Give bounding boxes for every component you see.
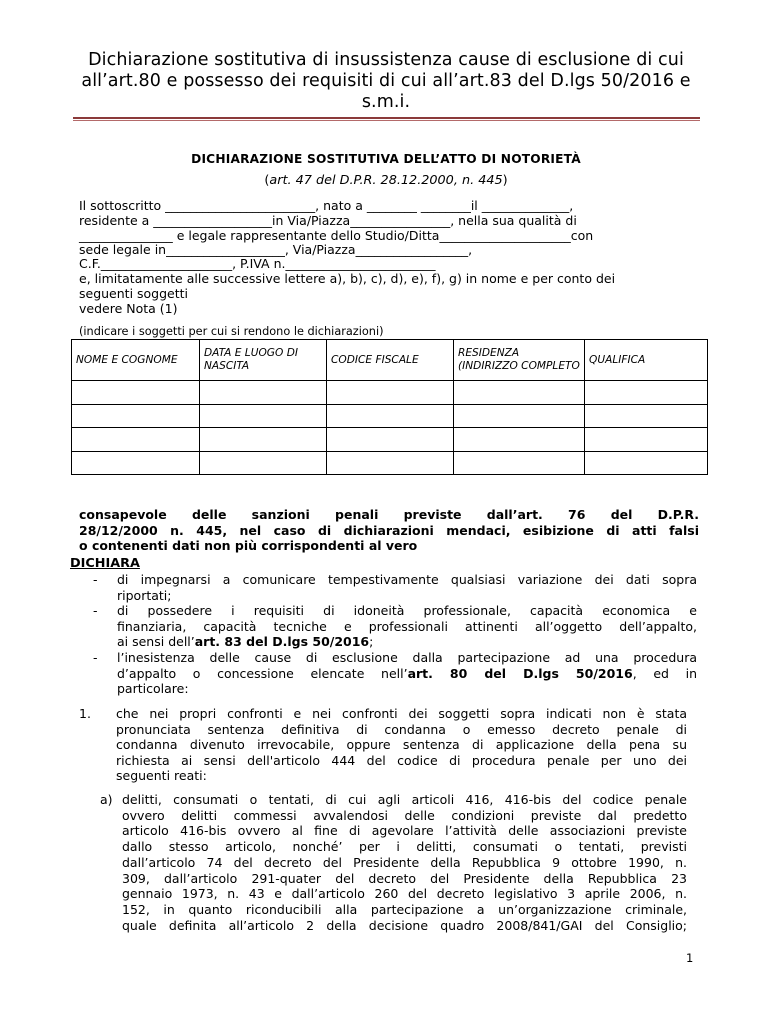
table-cell[interactable]: [200, 428, 327, 452]
dichiara-heading: DICHIARA: [70, 556, 140, 571]
list-item-line: riportati;: [117, 587, 172, 603]
header-title-line-1: Dichiarazione sostitutiva di insussistenza cause di esclusione di cui: [88, 50, 684, 70]
paragraph-line: articolo 416-bis ovvero al fine di agevolare l’attività delle associazioni previste: [122, 823, 687, 839]
form-line-cf-piva: C.F._____________________, P.IVA n.________________________: [79, 256, 436, 271]
list-marker: a): [100, 792, 113, 807]
table-cell[interactable]: [454, 381, 585, 405]
legal-reference-close: ): [502, 173, 508, 188]
consapevole-line: consapevole delle sanzioni penali previste dall’art. 76 del D.P.R.: [79, 507, 699, 522]
table-cell[interactable]: [200, 381, 327, 405]
legal-reference-text: art. 47 del D.P.R. 28.12.2000, n. 445: [269, 173, 503, 188]
list-item: [93, 603, 697, 650]
table-row: [72, 381, 708, 405]
declaration-list: [93, 572, 697, 697]
paragraph-line: dall’articolo 74 del decreto del Presidente della Repubblica 9 ottobre 1990, n.: [122, 854, 687, 870]
header-divider: [73, 117, 700, 119]
paragraph-line: quale definita all’articolo 2 della decisione quadro 2008/841/GAI del Consiglio;: [122, 917, 687, 933]
form-line-soggetti: seguenti soggetti: [79, 286, 189, 301]
table-cell[interactable]: [327, 428, 454, 452]
lettered-item-a: [100, 792, 687, 933]
table-cell[interactable]: [72, 381, 200, 405]
column-header-qualifica: QUALIFICA: [585, 340, 708, 381]
list-item: [93, 572, 697, 603]
paragraph-line: 152, in quanto riconducibili alla partecipazione a un’organizzazione criminale,: [122, 901, 687, 917]
paragraph-line: gennaio 1973, n. 43 e dall’articolo 260 del decreto legislativo 3 aprile 2006, n.: [122, 886, 687, 902]
paragraph-line: condanna divenuto irrevocabile, oppure sentenza di applicazione della pena su: [116, 737, 687, 753]
form-line-sede-legale: sede legale in___________________, Via/Piazza__________________,: [79, 242, 473, 257]
legal-reference-art83: art. 83 del D.lgs 50/2016: [194, 634, 370, 650]
dash-bullet: -: [93, 572, 98, 587]
list-item: [93, 650, 697, 697]
numbered-item-body: [116, 706, 687, 784]
table-cell[interactable]: [72, 428, 200, 452]
paragraph-line: 309, dall’articolo 291-quater del decreto del Presidente della Repubblica 23: [122, 870, 687, 886]
table-cell[interactable]: [327, 404, 454, 428]
table-cell[interactable]: [585, 381, 708, 405]
column-header-codice-fiscale: CODICE FISCALE: [327, 340, 454, 381]
header-divider-thin: [73, 120, 700, 121]
numbered-item-1: [79, 706, 687, 784]
list-item-text: ai sensi dell’: [117, 634, 195, 650]
table-cell[interactable]: [200, 404, 327, 428]
dash-bullet: -: [93, 603, 98, 619]
table-cell[interactable]: [72, 404, 200, 428]
list-item-line: [117, 634, 697, 650]
table-cell[interactable]: [585, 404, 708, 428]
list-item-line: l’inesistenza delle cause di esclusione dalla partecipazione ad una procedura: [117, 649, 697, 665]
header-title-line-2: all’art.80 e possesso dei requisiti di cui all’art.83 del D.lgs 50/2016 e: [81, 71, 691, 91]
table-cell[interactable]: [327, 381, 454, 405]
consapevole-line: o contenenti dati non più corrispondenti al vero: [79, 538, 418, 553]
list-item-text: , ed in: [632, 665, 697, 681]
document-title: DICHIARAZIONE SOSTITUTIVA DELL’ATTO DI NOTORIETÀ: [191, 152, 581, 166]
table-cell[interactable]: [454, 451, 585, 475]
form-line-limitatamente: e, limitatamente alle successive lettere a), b), c), d), e), f), g) in nome e per conto dei: [79, 271, 616, 286]
table-cell[interactable]: [72, 451, 200, 475]
table-row: [72, 451, 708, 475]
list-item-text: ;: [369, 634, 374, 650]
dash-bullet: -: [93, 649, 98, 665]
header-title-line-3: s.m.i.: [361, 92, 411, 112]
form-line-legale-rappresentante: _______________ e legale rappresentante dello Studio/Ditta_____________________con: [79, 228, 594, 243]
table-cell[interactable]: [327, 451, 454, 475]
lettered-item-body: [122, 792, 687, 933]
list-item-line: di possedere i requisiti di idoneità professionale, capacità economica e: [117, 603, 697, 619]
paragraph-line: richiesta ai sensi dell'articolo 444 del codice di procedura penale per uno dei: [116, 752, 687, 768]
table-header-row: [72, 340, 708, 381]
consapevole-paragraph: [79, 507, 699, 554]
list-marker: 1.: [79, 706, 91, 721]
list-item-line: [117, 666, 697, 682]
table-row: [72, 428, 708, 452]
paragraph-line: seguenti reati:: [116, 768, 207, 784]
list-item-line: finanziaria, capacità tecniche e professionali attinenti all’oggetto dell’appalto,: [117, 618, 697, 634]
column-header-residenza: RESIDENZA (INDIRIZZO COMPLETO: [454, 340, 585, 381]
subjects-table: [71, 339, 708, 475]
legal-reference-open: (: [264, 173, 270, 188]
paragraph-line: ovvero delitti commessi avvalendosi delle condizioni previste dal predetto: [122, 807, 687, 823]
table-cell[interactable]: [454, 404, 585, 428]
paragraph-line: delitti, consumati o tentati, di cui agli articoli 416, 416-bis del codice penale: [122, 792, 687, 807]
form-line-sottoscritto: Il sottoscritto ________________________, nato a ________ ________il ______________,: [79, 198, 574, 213]
legal-reference-art80: art. 80 del D.lgs 50/2016: [407, 665, 633, 681]
table-cell[interactable]: [454, 428, 585, 452]
column-header-nome: NOME E COGNOME: [72, 340, 200, 381]
table-note-label: (indicare i soggetti per cui si rendono le dichiarazioni): [79, 325, 384, 338]
paragraph-line: pronunciata sentenza definitiva di condanna o emesso decreto penale di: [116, 721, 687, 737]
paragraph-line: che nei propri confronti e nei confronti dei soggetti sopra indicati non è stata: [116, 706, 687, 721]
table-row: [72, 404, 708, 428]
form-line-residente: residente a ___________________in Via/Piazza________________, nella sua qualità di: [79, 213, 577, 228]
paragraph-line: dallo stesso articolo, nonché’ per i delitti, consumati o tentati, previsti: [122, 839, 687, 855]
table-cell[interactable]: [585, 451, 708, 475]
list-item-line: particolare:: [117, 681, 189, 697]
table-cell[interactable]: [200, 451, 327, 475]
column-header-data-luogo: DATA E LUOGO DI NASCITA: [200, 340, 327, 381]
list-item-line: di impegnarsi a comunicare tempestivamente qualsiasi variazione dei dati sopra: [117, 572, 697, 587]
list-item-text: d’appalto o concessione elencate nell’: [117, 665, 408, 681]
consapevole-line: 28/12/2000 n. 445, nel caso di dichiarazioni mendaci, esibizione di atti falsi: [79, 522, 699, 538]
legal-reference: [78, 173, 694, 188]
table-cell[interactable]: [585, 428, 708, 452]
header-title: [56, 50, 716, 113]
page-number: 1: [686, 951, 694, 965]
form-line-nota: vedere Nota (1): [79, 301, 178, 316]
